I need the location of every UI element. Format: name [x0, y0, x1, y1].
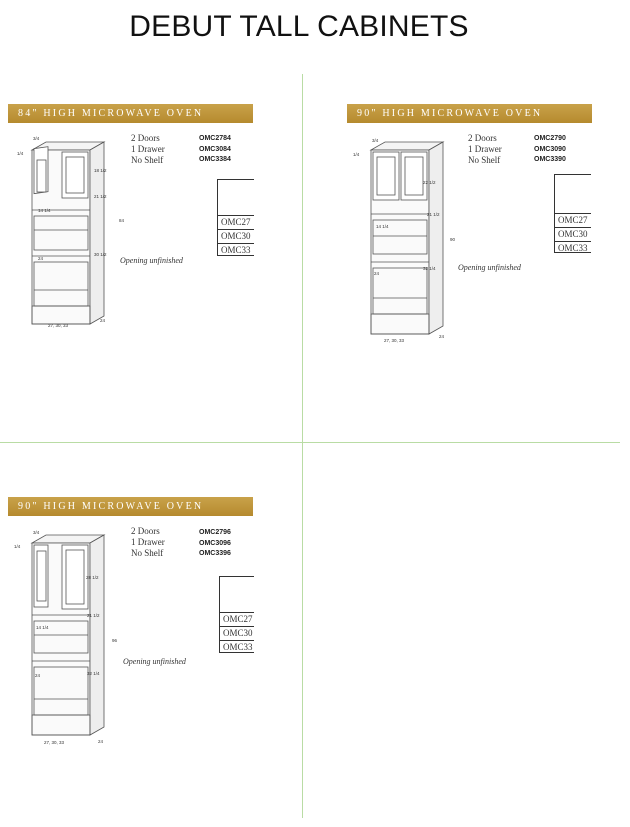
- model-code: OMC2796: [199, 529, 231, 536]
- dimension-label: 24: [100, 318, 106, 323]
- spec-list: [468, 133, 502, 166]
- dimension-label: 24: [38, 256, 44, 261]
- panel-banner: 90" HIGH MICROWAVE OVEN: [347, 104, 592, 123]
- model-table: [554, 174, 591, 253]
- table-header: [220, 577, 254, 613]
- dimension-label: 21 1/2: [94, 194, 107, 199]
- table-header: [218, 180, 254, 216]
- table-header: [555, 175, 591, 214]
- spec-drawer: 1 Drawer: [131, 144, 165, 154]
- dimension-label: 27, 30, 33: [384, 338, 405, 343]
- dimension-label: 32 1/4: [423, 266, 436, 271]
- dimension-label: 96: [112, 638, 118, 643]
- opening-note: Opening unfinished: [123, 657, 186, 666]
- opening-note: Opening unfinished: [458, 263, 521, 272]
- dimension-label: 14 1/4: [376, 224, 389, 229]
- dimension-label: 24: [98, 739, 104, 744]
- opening-note: Opening unfinished: [120, 256, 183, 265]
- spec-doors: 2 Doors: [131, 133, 160, 143]
- spec-shelf: No Shelf: [131, 548, 164, 558]
- dimension-label: 21 1/2: [87, 613, 100, 618]
- dimension-label: 24: [374, 271, 380, 276]
- model-table: [219, 576, 254, 653]
- cabinet-drawing: [10, 523, 120, 763]
- dimension-label: 1/4: [353, 152, 360, 157]
- table-row: OMC33: [221, 245, 251, 255]
- table-row: OMC33: [223, 642, 253, 652]
- dimension-label: 27, 30, 33: [48, 323, 69, 328]
- dimension-label: 14 1/4: [38, 208, 51, 213]
- model-codes: [534, 134, 566, 166]
- model-codes: [199, 134, 231, 166]
- dimension-label: 32 1/4: [87, 671, 100, 676]
- dimension-label: 27, 30, 33: [44, 740, 65, 745]
- model-code: OMC3396: [199, 550, 231, 557]
- model-code: OMC3390: [534, 156, 566, 163]
- spec-doors: 2 Doors: [468, 133, 497, 143]
- spec-shelf: No Shelf: [468, 155, 501, 165]
- dimension-label: 14 1/4: [36, 625, 49, 630]
- table-row: OMC27: [218, 216, 254, 230]
- dimension-label: 24: [439, 334, 445, 339]
- cabinet-panel-84: [8, 104, 258, 354]
- panel-banner: 90" HIGH MICROWAVE OVEN: [8, 497, 253, 516]
- table-row: OMC30: [220, 627, 254, 641]
- dimension-label: 30 1/2: [94, 252, 107, 257]
- table-row: OMC33: [558, 243, 588, 253]
- spec-list: [131, 133, 165, 166]
- dimension-label: 3/4: [372, 138, 379, 143]
- vertical-divider: [302, 74, 303, 818]
- spec-doors: 2 Doors: [131, 526, 160, 536]
- model-code: OMC3384: [199, 156, 231, 163]
- cabinet-panel-96: [8, 497, 258, 747]
- dimension-label: 3/4: [33, 136, 40, 141]
- model-code: OMC2784: [199, 135, 231, 142]
- dimension-label: 1/4: [14, 544, 21, 549]
- dimension-label: 21 1/2: [427, 212, 440, 217]
- dimension-label: 22 1/2: [423, 180, 436, 185]
- spec-drawer: 1 Drawer: [131, 537, 165, 547]
- dimension-label: 84: [119, 218, 125, 223]
- page-title: DEBUT TALL CABINETS: [129, 10, 469, 43]
- panel-banner: 84" HIGH MICROWAVE OVEN: [8, 104, 253, 123]
- table-row: OMC27: [220, 613, 254, 627]
- model-codes: [199, 528, 231, 560]
- table-row: OMC30: [218, 230, 254, 244]
- dimension-label: 28 1/2: [86, 575, 99, 580]
- model-code: OMC3084: [199, 145, 231, 153]
- table-row: OMC27: [555, 214, 591, 228]
- dimension-label: 24: [35, 673, 41, 678]
- dimension-label: 1/4: [17, 151, 24, 156]
- model-code: OMC3096: [199, 539, 231, 547]
- horizontal-divider: [0, 442, 620, 443]
- table-row: OMC30: [555, 228, 591, 242]
- spec-shelf: No Shelf: [131, 155, 164, 165]
- model-code: OMC2790: [534, 135, 566, 142]
- spec-drawer: 1 Drawer: [468, 144, 502, 154]
- dimension-label: 18 1/2: [94, 168, 107, 173]
- model-table: [217, 179, 254, 256]
- spec-list: [131, 526, 165, 559]
- dimension-label: 3/4: [33, 530, 40, 535]
- cabinet-panel-90: [347, 104, 597, 354]
- model-code: OMC3090: [534, 145, 566, 153]
- dimension-label: 90: [450, 237, 456, 242]
